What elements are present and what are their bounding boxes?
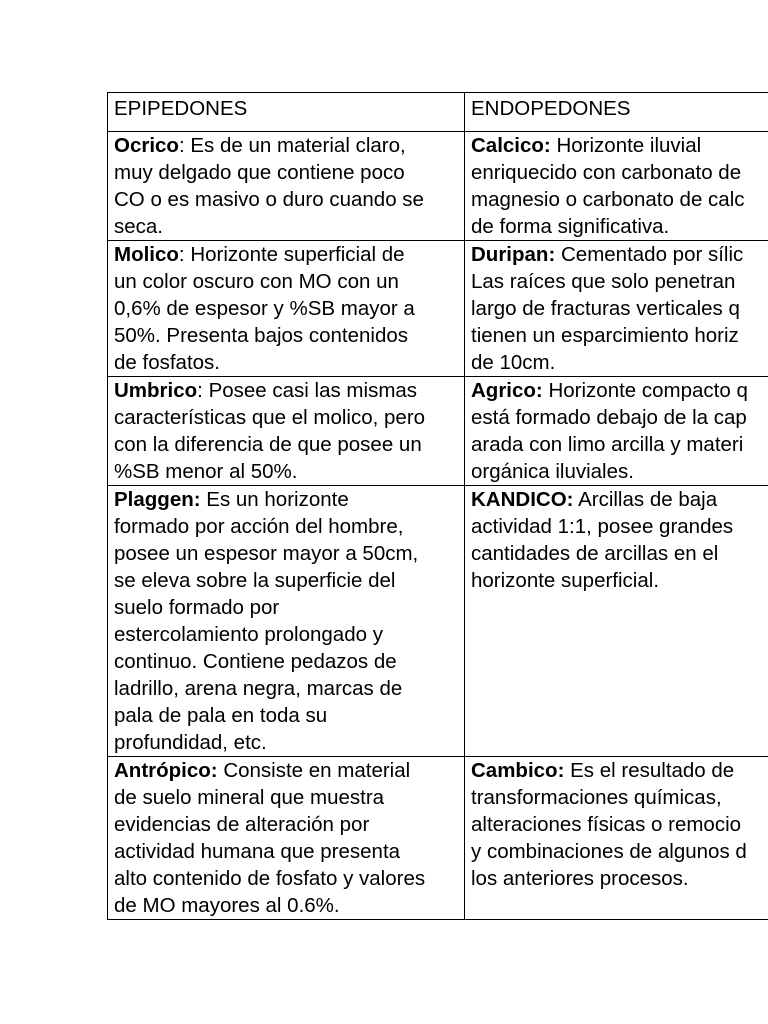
definition-line: pala de pala en toda su [114,704,328,727]
definition-line: estercolamiento prolongado y [114,623,383,646]
definition-line: Horizonte compacto q [548,379,748,402]
cell-epipedon [108,377,465,486]
definition-line: de forma significativa. [471,215,670,238]
term-name: Calcico: [471,134,551,157]
definition-line: Horizonte iluvial [556,134,702,157]
definition-line: seca. [114,215,163,238]
definition-line: Arcillas de baja [578,488,718,511]
term-separator: : [178,243,191,266]
definition-line: transformaciones químicas, [471,786,722,809]
term-name: KANDICO: [471,488,574,511]
cell-endopedon [465,132,768,241]
definition-line: actividad 1:1, posee grandes [471,515,734,538]
definition-line: de MO mayores al 0.6%. [114,894,340,917]
definition-line: ladrillo, arena negra, marcas de [114,677,403,700]
table-header-row [108,93,768,132]
definition-line: los anteriores procesos. [471,867,689,890]
cell-epipedon [108,132,465,241]
cell-endopedon [465,757,768,920]
definition-line: enriquecido con carbonato de [471,161,742,184]
table-row [108,757,768,920]
definition-line: de fosfatos. [114,351,220,374]
definition-line: Es de un material claro, [190,134,406,157]
term-separator: : [178,134,191,157]
definition-line: Consiste en material [223,759,411,782]
term-name: Cambico: [471,759,565,782]
definition-line: de 10cm. [471,351,556,374]
cell-epipedon [108,241,465,377]
definition-line: alteraciones físicas o remocio [471,813,742,836]
term-name: Antrópico: [114,759,218,782]
term-name: Ocrico [114,134,179,157]
definition-line: arada con limo arcilla y materi [471,433,744,456]
cell-endopedon [465,486,768,757]
definition-line: magnesio o carbonato de calc [471,188,745,211]
definition-line: de suelo mineral que muestra [114,786,385,809]
table-row [108,486,768,757]
cell-endopedon [465,377,768,486]
definition-line: Posee casi las mismas [208,379,418,402]
header-epipedones: EPIPEDONES [108,93,465,132]
term-name: Plaggen: [114,488,201,511]
definition-line: Las raíces que solo penetran [471,270,736,293]
term-separator: : [197,379,209,402]
definition-line: evidencias de alteración por [114,813,370,836]
definition-line: 0,6% de espesor y %SB mayor a [114,297,415,320]
cell-endopedon [465,241,768,377]
cell-epipedon [108,486,465,757]
definition-line: tienen un esparcimiento horiz [471,324,739,347]
term-name: Molico [114,243,179,266]
definition-line: muy delgado que contiene poco [114,161,405,184]
horizons-table [107,92,768,920]
definition-line: y combinaciones de algunos d [471,840,747,863]
definition-line: se eleva sobre la superficie del [114,569,396,592]
definition-line: orgánica iluviales. [471,460,634,483]
definition-line: Cementado por sílic [560,243,744,266]
definition-line: posee un espesor mayor a 50cm, [114,542,419,565]
definition-line: Es un horizonte [206,488,349,511]
definition-line: suelo formado por [114,596,280,619]
definition-line: un color oscuro con MO con un [114,270,399,293]
table-row [108,132,768,241]
definition-line: horizonte superficial. [471,569,660,592]
table-row [108,241,768,377]
term-name: Duripan: [471,243,556,266]
definition-line: características que el molico, pero [114,406,426,429]
definition-line: formado por acción del hombre, [114,515,404,538]
definition-line: 50%. Presenta bajos contenidos [114,324,409,347]
definition-line: continuo. Contiene pedazos de [114,650,397,673]
table-row [108,377,768,486]
definition-line: Horizonte superficial de [190,243,405,266]
term-name: Umbrico [114,379,198,402]
term-name: Agrico: [471,379,543,402]
definition-line: cantidades de arcillas en el [471,542,719,565]
definition-line: Es el resultado de [570,759,735,782]
definition-line: CO o es masivo o duro cuando se [114,188,424,211]
definition-line: está formado debajo de la cap [471,406,747,429]
definition-line: profundidad, etc. [114,731,267,754]
definition-line: %SB menor al 50%. [114,460,298,483]
definition-line: con la diferencia de que posee un [114,433,422,456]
definition-line: alto contenido de fosfato y valores [114,867,426,890]
header-endopedones: ENDOPEDONES [465,93,768,132]
definition-line: actividad humana que presenta [114,840,401,863]
cell-epipedon [108,757,465,920]
definition-line: largo de fracturas verticales q [471,297,740,320]
